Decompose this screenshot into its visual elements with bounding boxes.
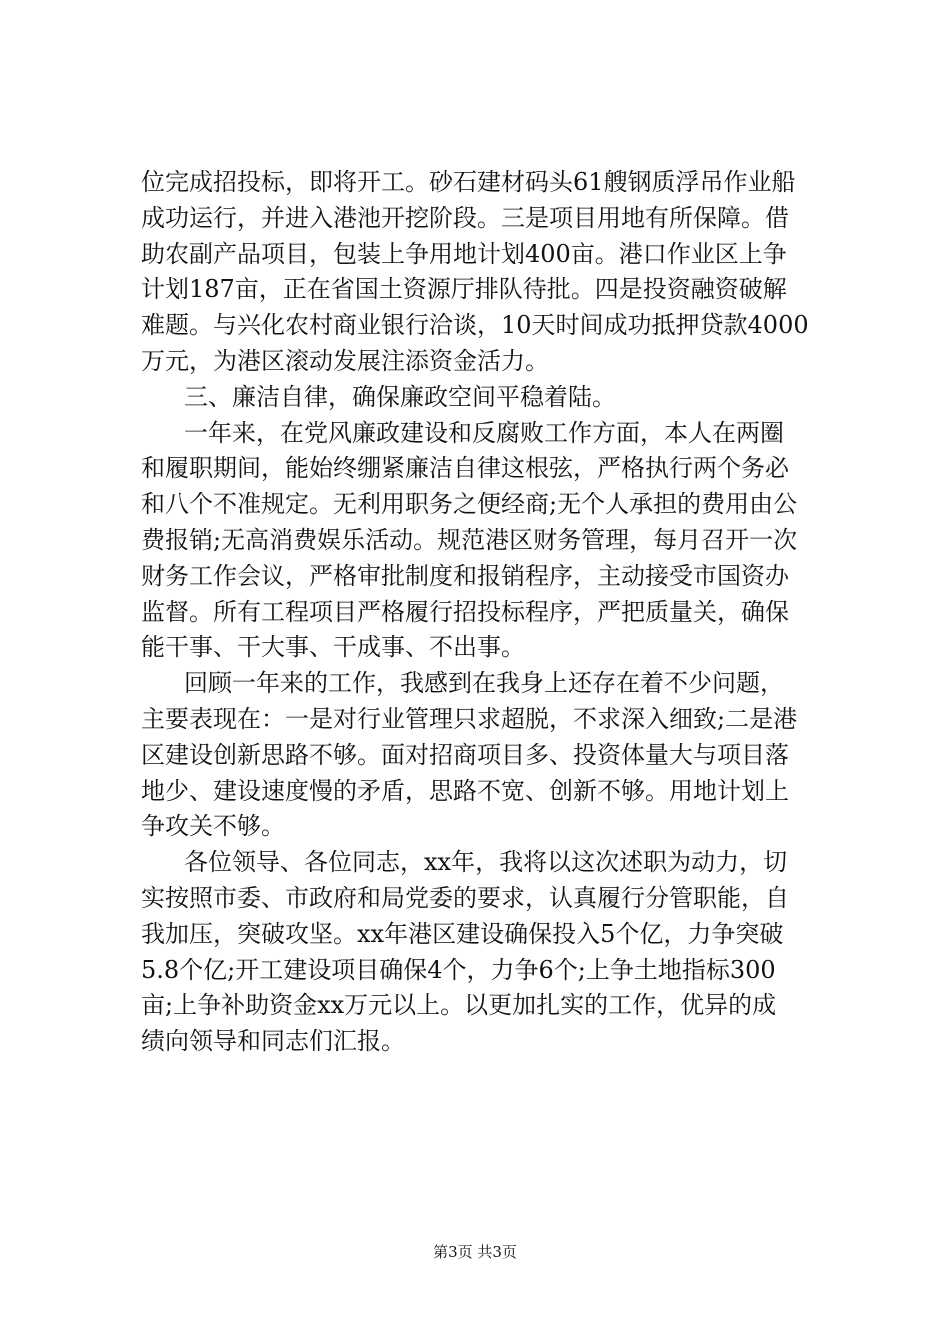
text-line: 难题。与兴化农村商业银行洽谈，10天时间成功抵押贷款4000	[141, 311, 809, 340]
text-line: 位完成招投标，即将开工。砂石建材码头61艘钢质浮吊作业船	[141, 168, 796, 196]
text-line: 各位领导、各位同志，xx年，我将以这次述职为动力，切	[184, 848, 788, 877]
text-line: 回顾一年来的工作，我感到在我身上还存在着不少问题，	[184, 669, 784, 698]
text-line: 实按照市委、市政府和局党委的要求，认真履行分管职能，自	[141, 883, 789, 912]
text-line: 区建设创新思路不够。面对招商项目多、投资体量大与项目落	[141, 740, 789, 769]
text-line: 地少、建设速度慢的矛盾，思路不宽、创新不够。用地计划上	[141, 776, 789, 805]
text-line: 计划187亩，正在省国土资源厅排队待批。四是投资融资破解	[141, 275, 787, 304]
text-line: 和八个不准规定。无利用职务之便经商;无个人承担的费用由公	[141, 490, 798, 519]
text-line: 监督。所有工程项目严格履行招投标程序，严把质量关，确保	[141, 597, 789, 626]
text-line: 亩;上争补助资金xx万元以上。以更加扎实的工作，优异的成	[141, 991, 777, 1020]
text-line: 助农副产品项目，包装上争用地计划400亩。港口作业区上争	[141, 239, 787, 268]
text-line: 主要表现在：一是对行业管理只求超脱，不求深入细致;二是港	[141, 704, 798, 733]
text-line: 成功运行，并进入港池开挖阶段。三是项目用地有所保障。借	[141, 203, 789, 232]
text-line: 绩向领导和同志们汇报。	[141, 1027, 405, 1056]
text-line: 我加压，突破攻坚。xx年港区建设确保投入5个亿，力争突破	[141, 919, 784, 948]
text-line: 一年来，在党风廉政建设和反腐败工作方面，本人在两圈	[184, 418, 784, 447]
text-line: 万元，为港区滚动发展注添资金活力。	[141, 346, 549, 375]
document-body	[141, 165, 841, 1060]
page-footer: 第3页 共3页	[433, 1243, 517, 1261]
text-line: 能干事、干大事、干成事、不出事。	[141, 633, 525, 662]
text-line: 和履职期间，能始终绷紧廉洁自律这根弦，严格执行两个务必	[141, 454, 789, 483]
text-line: 争攻关不够。	[141, 812, 285, 841]
text-line: 5.8个亿;开工建设项目确保4个，力争6个;上争土地指标300	[141, 955, 776, 984]
text-line: 财务工作会议，严格审批制度和报销程序，主动接受市国资办	[141, 561, 789, 590]
text-line: 三、廉洁自律，确保廉政空间平稳着陆。	[184, 382, 616, 411]
text-line: 费报销;无高消费娱乐活动。规范港区财务管理，每月召开一次	[141, 525, 798, 554]
